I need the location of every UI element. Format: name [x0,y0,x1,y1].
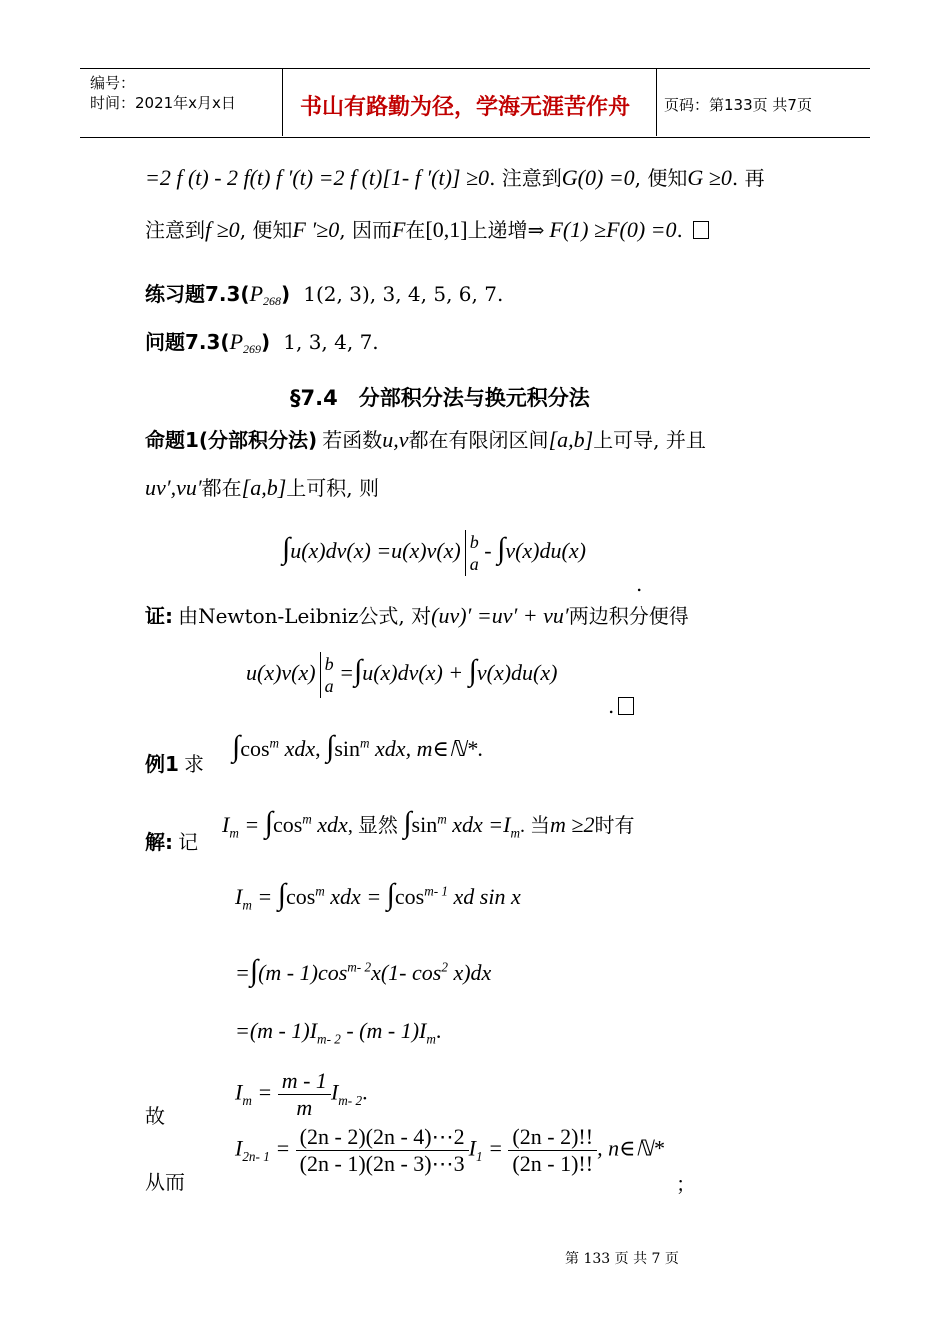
qed-box-icon [693,221,709,239]
text-line-2 [145,214,709,243]
integral-sign: ∫ [232,730,241,763]
problem-line [145,326,379,357]
math-expr: P [229,329,244,354]
integral-sign: ∫ [403,806,412,839]
math-op: - [484,538,492,564]
text: 求 [184,752,205,776]
math-expr: G ≥0 [687,165,732,190]
math-op: = [339,660,354,686]
derivation-line-2 [235,954,491,988]
math-sub: m- 2 [317,1031,341,1047]
math-expr: =(m - 1)I [235,1018,318,1043]
therefore-formula [235,1068,368,1121]
math-sub: m [242,1092,252,1108]
header-motto: 书山有路勤为径，学海无涯苦作舟 [300,95,631,120]
math-expr: v(x)du(x) [476,660,558,686]
evaluation-bar [465,530,466,576]
integral-sign: ∫ [249,954,259,987]
math-op: = [257,1079,273,1105]
numerator: (2n - 2)!! [508,1124,597,1151]
math-expr: (m - 1)cos [258,960,348,985]
math-expr: F ′≥0 [292,217,340,242]
header-divider [656,68,657,136]
math-sup: m [437,811,447,827]
integral-sign: ∫ [497,532,506,566]
hence-label: 从而 [145,1170,185,1194]
text: ) [261,330,271,354]
proposition-label: 命题1(分部积分法) [145,428,318,452]
text: ) [281,282,291,306]
math-sub: m [510,825,520,841]
integral-sign: ∫ [386,878,395,911]
math-expr: [a,b] [548,427,594,452]
denominator: (2n - 1)(2n - 3)⋯3 [299,1151,465,1176]
math-expr: x(1- cos [371,960,442,985]
period: . [362,1079,368,1105]
text: 由Newton-Leibniz公式, 对 [178,604,432,628]
math-expr: I [222,812,230,837]
problem-label: 问题7.3( [145,330,230,354]
fraction [296,1124,469,1177]
text: , 显然 [347,815,398,837]
fraction [508,1124,597,1177]
text: . 当 [520,815,550,837]
fraction [278,1068,331,1121]
math-expr: [0,1] [425,217,468,242]
text: 若函数 [322,428,383,452]
math-expr: u,v [382,427,409,452]
math-expr: xd sin x [448,884,521,909]
math-expr: v(x)du(x) [505,538,586,564]
math-func: cos [394,884,425,909]
text: 上可积, 则 [286,476,379,500]
math-sup: m- 2 [347,959,372,975]
header-date: 时间：2021年x月x日 [90,94,236,112]
section-title: §7.4 分部积分法与换元积分法 [290,386,590,410]
math-func: sin [411,812,438,837]
math-expr: xdx [311,812,348,837]
math-expr: xdx =I [446,812,511,837]
text: , 因而 [339,218,392,242]
integral-sign: ∫ [326,730,335,763]
math-expr: =2 f (t) - 2 f(t) f ′(t) =2 f (t)[1- f ′(t)] ≥0 [145,165,490,190]
text: 两边积分便得 [568,604,689,628]
text: 注意到 [145,218,205,242]
math-expr: f ≥0 [205,217,240,242]
exercise-items: 1(2, 3), 3, 4, 5, 6, 7. [303,282,504,306]
math-op: = [235,960,250,985]
text: 上递增 [467,218,528,242]
header-divider [282,68,283,136]
math-sub: 1 [475,1148,483,1164]
formula-newton-leibniz [246,652,557,698]
math-expr: [a,b] [241,475,287,500]
upper-limit: b [324,654,334,674]
math-expr: xdx [369,736,406,761]
math-sup: m [302,811,312,827]
text: , 便知 [239,218,293,242]
exercise-label: 练习题7.3( [145,282,250,306]
proof-end [608,694,634,718]
text: . 注意到 [489,166,562,190]
math-expr: u(x)dv(x) + [362,660,464,686]
example-integrals [232,730,483,764]
math-sub: 269 [243,342,262,357]
lower-limit: a [324,676,334,696]
math-sub: m [229,825,239,841]
math-sub: m [242,897,252,913]
numerator: (2n - 2)(2n - 4)⋯2 [296,1124,469,1151]
math-func: sin [334,736,361,761]
text: 时有 [594,815,635,837]
math-sup: m [315,883,325,899]
page-footer: 第 133 页 共 7 页 [565,1251,679,1267]
math-expr: xdx [279,736,316,761]
math-op: = [488,1135,503,1161]
text: 记 [178,830,199,854]
exercise-line [145,278,503,309]
proof-line [145,600,689,629]
problem-items: 1, 3, 4, 7. [283,330,379,354]
math-expr: F [391,217,406,242]
example-label: 例1 [145,752,179,776]
math-expr: xdx = [324,884,382,909]
therefore-label: 故 [145,1104,165,1128]
example-line [145,748,204,777]
formula-integration-by-parts [282,530,586,576]
math-func: cos [285,884,316,909]
math-op: = [244,812,260,837]
math-sup: m [360,735,370,751]
math-func: cos [240,736,270,761]
math-expr: (uv)′ =uv′ + vu′ [431,603,569,628]
math-expr: I [235,884,243,909]
upper-limit: b [469,532,479,552]
period: . [435,1018,442,1043]
math-expr: , n∈ℕ* [597,1135,664,1161]
solution-expr [222,806,634,841]
semicolon: ； [676,1172,696,1196]
math-sup: m [269,735,280,751]
integral-sign: ∫ [264,806,273,839]
math-expr: m ≥2 [550,812,595,837]
integral-sign: ∫ [277,878,286,911]
text: 都在 [201,476,242,500]
header-number: 编号： [90,74,136,92]
math-op: = [257,884,273,909]
period: . [477,736,483,761]
denominator: (2n - 1)!! [512,1151,594,1176]
math-sub: 2n- 1 [242,1148,270,1164]
proposition-line-2 [145,472,379,501]
implies-symbol: ⇒ [527,218,545,242]
period: . [636,572,643,596]
text: , [315,736,321,761]
integral-sign: ∫ [282,532,291,566]
math-expr: uv′,vu′ [145,475,202,500]
math-expr: I [330,1079,339,1105]
math-sub: m [426,1031,436,1047]
math-expr: I [468,1135,476,1161]
proof-label: 证: [145,604,173,628]
text: 在 [405,218,426,242]
math-sub: m- 2 [338,1092,363,1108]
math-expr: I [235,1079,243,1105]
math-expr: - (m - 1)I [340,1018,427,1043]
header-page-code: 页码：第133页 共7页 [664,96,812,114]
math-expr: P [249,281,264,306]
math-func: cos [272,812,303,837]
math-expr: x)dx [447,960,492,985]
math-expr: u(x)v(x) [246,660,316,686]
denominator: m [296,1095,313,1120]
text: . 再 [731,166,765,190]
math-expr: F(1) ≥F(0) =0 [549,217,677,242]
proposition-line-1 [145,424,706,453]
derivation-line-1 [235,878,521,913]
math-op: = [275,1135,291,1161]
hence-formula [235,1124,664,1177]
text: 都在有限闭区间 [408,428,549,452]
numerator: m - 1 [278,1068,331,1095]
derivation-line-3 [235,1018,441,1047]
integral-sign: ∫ [468,654,477,688]
period: . [608,694,615,718]
math-sub: 268 [263,294,282,309]
math-sup: m- 1 [424,883,449,899]
math-sup: 2 [441,959,448,975]
text: 上可导, 并且 [593,428,706,452]
lower-limit: a [469,554,479,574]
solution-label: 解: [145,830,173,854]
integral-sign: ∫ [353,654,363,688]
text: , 便知 [634,166,688,190]
math-expr: , m∈ℕ* [405,736,478,761]
text: . [676,218,690,242]
math-expr: G(0) =0 [561,165,635,190]
evaluation-bar [320,652,321,698]
text-line-1 [145,162,765,191]
math-expr: u(x)dv(x) =u(x)v(x) [290,538,461,564]
solution-line [145,826,198,855]
math-expr: I [235,1135,243,1161]
qed-box-icon [618,697,634,715]
